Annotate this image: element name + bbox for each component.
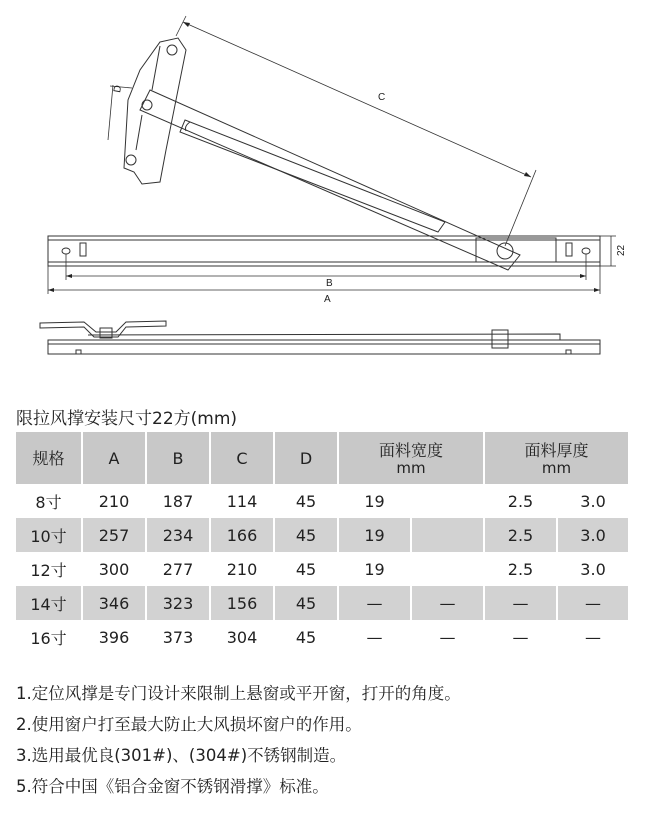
- table-row: [16, 586, 629, 620]
- table-cell: 396: [82, 620, 146, 654]
- table-row: [16, 620, 629, 654]
- dimension-label-c: C: [378, 92, 386, 103]
- table-cell: 3.0: [557, 518, 629, 552]
- table-cell: [411, 518, 484, 552]
- table-cell: 2.5: [484, 518, 557, 552]
- header-d: D: [274, 432, 338, 484]
- table-cell: —: [484, 586, 557, 620]
- table-cell: 210: [210, 552, 274, 586]
- dimension-label-d: D: [112, 84, 125, 94]
- notes-list: [16, 678, 461, 802]
- table-cell: —: [557, 586, 629, 620]
- note-item: 2.使用窗户打至最大防止大风损坏窗户的作用。: [16, 715, 362, 734]
- dimension-label-b: B: [326, 278, 333, 289]
- table-cell: —: [338, 620, 411, 654]
- spec-table: [16, 432, 630, 654]
- table-cell: 277: [146, 552, 210, 586]
- table-cell: 346: [82, 586, 146, 620]
- note-item: 3.选用最优良(301#)、(304#)不锈钢制造。: [16, 746, 347, 765]
- table-cell: 45: [274, 484, 338, 518]
- table-cell: —: [484, 620, 557, 654]
- table-cell: [411, 552, 484, 586]
- table-cell: 10寸: [16, 518, 82, 552]
- header-width-unit: mm: [396, 458, 426, 477]
- table-cell: 8寸: [16, 484, 82, 518]
- main-rail: [48, 236, 600, 266]
- dimension-label-a: A: [324, 294, 331, 305]
- table-cell: —: [557, 620, 629, 654]
- table-cell: 304: [210, 620, 274, 654]
- dimension-label-height: 22: [616, 244, 627, 256]
- table-cell: —: [411, 620, 484, 654]
- table-cell: 2.5: [484, 552, 557, 586]
- table-row: [16, 518, 629, 552]
- header-thickness-label: 面料厚度: [524, 440, 589, 460]
- table-cell: —: [338, 586, 411, 620]
- header-thickness: [484, 432, 629, 484]
- header-width: [338, 432, 484, 484]
- technical-drawing: [0, 0, 650, 400]
- header-a: A: [82, 432, 146, 484]
- side-view: [40, 321, 600, 354]
- table-cell: 19: [338, 518, 411, 552]
- table-cell: 19: [338, 552, 411, 586]
- table-row: [16, 484, 629, 518]
- table-cell: 373: [146, 620, 210, 654]
- header-width-label: 面料宽度: [379, 440, 444, 460]
- table-cell: 257: [82, 518, 146, 552]
- table-cell: 114: [210, 484, 274, 518]
- swing-arm: [140, 90, 520, 270]
- table-cell: 14寸: [16, 586, 82, 620]
- table-cell: 2.5: [484, 484, 557, 518]
- table-cell: [411, 484, 484, 518]
- table-cell: —: [411, 586, 484, 620]
- table-cell: 234: [146, 518, 210, 552]
- note-item: 1.定位风撑是专门设计来限制上悬窗或平开窗，打开的角度。: [16, 684, 461, 703]
- table-cell: 45: [274, 586, 338, 620]
- table-cell: 16寸: [16, 620, 82, 654]
- header-b: B: [146, 432, 210, 484]
- table-header-row: [16, 432, 629, 484]
- header-c: C: [210, 432, 274, 484]
- table-cell: 210: [82, 484, 146, 518]
- table-cell: 12寸: [16, 552, 82, 586]
- table-cell: 45: [274, 518, 338, 552]
- header-thickness-unit: mm: [541, 458, 572, 477]
- table-cell: 3.0: [557, 552, 629, 586]
- table-cell: 166: [210, 518, 274, 552]
- table-cell: 323: [146, 586, 210, 620]
- table-cell: 3.0: [557, 484, 629, 518]
- table-cell: 187: [146, 484, 210, 518]
- table-row: [16, 552, 629, 586]
- mounting-bracket: [124, 38, 186, 184]
- table-cell: 19: [338, 484, 411, 518]
- spec-table-title: 限拉风撑安装尺寸22方(mm): [16, 409, 238, 429]
- header-spec: 规格: [16, 432, 82, 484]
- table-cell: 300: [82, 552, 146, 586]
- table-cell: 156: [210, 586, 274, 620]
- table-cell: 45: [274, 552, 338, 586]
- table-cell: 45: [274, 620, 338, 654]
- note-item: 5.符合中国《铝合金窗不锈钢滑撑》标准。: [16, 777, 329, 796]
